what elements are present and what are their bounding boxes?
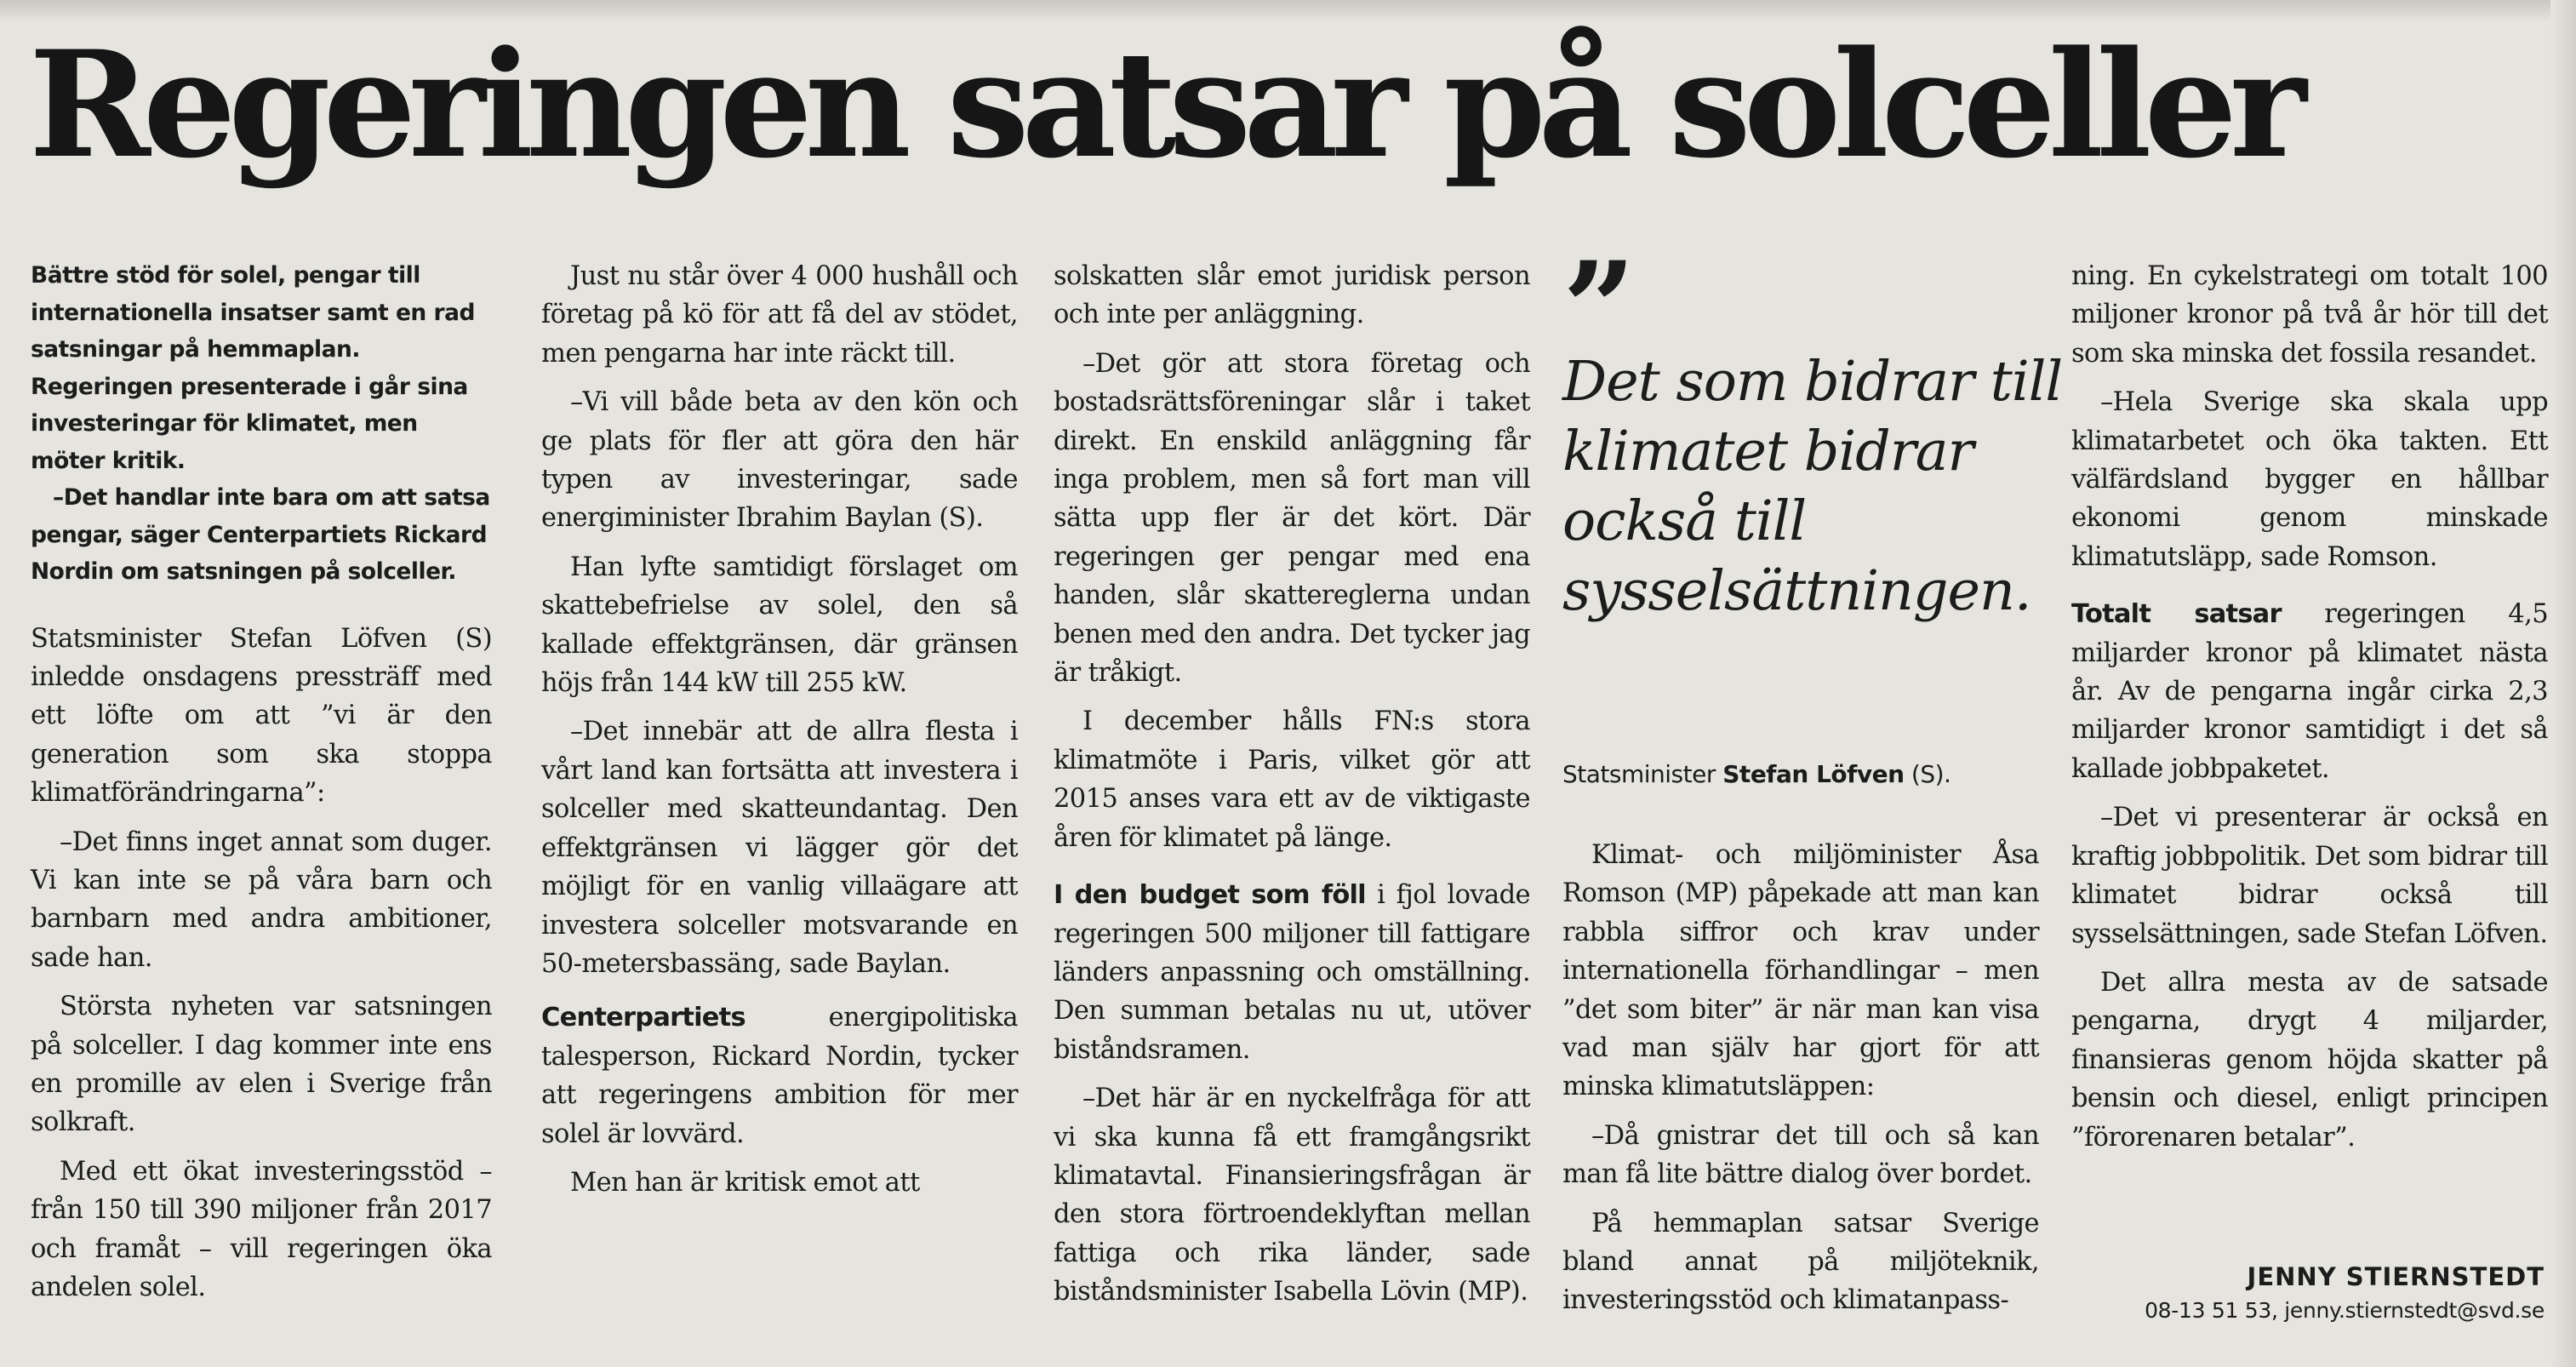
body-paragraph: –Hela Sverige ska skala upp klimatarbetet och öka takten. Ett välfärdsland bygger en hållbar ekonomi genom minskade klimatutsläpp, sade Romson. <box>2071 387 2548 572</box>
body-paragraph: –Det vi presenterar är också en kraftig jobbpolitik. Det som bidrar till klimatet bidrar också till sysselsättningen, sade Stefan Löfven. <box>2071 803 2548 949</box>
pull-quote-attribution: Statsminister Stefan Löfven (S). <box>1562 760 1951 788</box>
author-name: JENNY STIERNSTEDT <box>2247 1262 2545 1291</box>
author-contact: 08-13 51 53, jenny.stiernstedt@svd.se <box>2145 1298 2545 1323</box>
body-paragraph: ning. En cykelstrategi om totalt 100 miljoner kronor på två år hör till det som ska minska det fossila resandet. <box>2071 261 2548 369</box>
body-paragraph: I den budget som föll i fjol lovade regeringen 500 miljoner till fattigare länders anpassning och omställning. Den summan betalas nu ut, utöver biståndsramen. <box>1054 880 1530 1065</box>
next-page-edge <box>2550 0 2576 1367</box>
body-paragraph: Centerpartiets energipolitiska talesperson, Rickard Nordin, tycker att regeringens ambition för mer solel är lovvärd. <box>541 1003 1018 1149</box>
body-paragraph: Statsminister Stefan Löfven (S) inledde onsdagens pressträff med ett löfte om att ”vi är den generation som ska stoppa klimatförändringarna”: <box>31 623 492 809</box>
body-paragraph: Det allra mesta av de satsade pengarna, drygt 4 miljarder, finansieras genom höjda skatter på bensin och diesel, enligt principen ”förorenaren betalar”. <box>2071 967 2548 1153</box>
body-paragraph: –Då gnistrar det till och så kan man få lite bättre dialog över bordet. <box>1562 1120 2039 1190</box>
body-paragraph: Totalt satsar regeringen 4,5 miljarder kronor på klimatet nästa år. Av de pengarna ingår cirka 2,3 miljarder kronor samtidigt i det så kallade jobbpaketet. <box>2071 599 2549 784</box>
body-paragraph: Klimat- och miljöminister Åsa Romson (MP) påpekade att man kan rabbla siffror och krav under internationella förhandlingar – men ”det som biter” är när man kan visa vad man själv har gjort för att minska klimatutsläppen: <box>1562 840 2039 1102</box>
body-paragraph: –Det innebär att de allra flesta i vårt land kan fortsätta att investera i solceller med skatteundantag. Den effektgränsen vi lägger gör det möjligt för en vanlig villaägare att investera solceller motsvarande en 50-metersbassäng, sade Baylan. <box>541 717 1018 979</box>
column-2 <box>541 257 1018 1212</box>
quotation-mark-icon: ” <box>1562 234 1636 384</box>
pull-quote: Det som bidrar till klimatet bidrar också till sysselsättningen. <box>1562 350 2063 623</box>
lead-text: Bättre stöd för solel, pengar till internationella insatser samt en rad satsningar på hemmaplan. Regeringen presenterade i går sina investeringar för klimatet, men möter kritik. <box>31 262 475 474</box>
column-3 <box>1054 257 1530 1322</box>
body-paragraph: –Det gör att stora företag och bostadsrättsföreningar slår i taket direkt. En enskild anläggning får inga problem, men så fort man vill sätta upp fler är det kört. Där regeringen ger pengar med ena handen, slår skattereglerna undan benen med den andra. Det tycker jag är tråkigt. <box>1054 348 1530 689</box>
headline: Regeringen satsar på solceller <box>29 18 2299 191</box>
body-paragraph: Han lyfte samtidigt förslaget om skattebefrielse av solel, den så kallade effektgränsen, där gränsen höjs från 144 kW till 255 kW. <box>541 552 1018 699</box>
body-paragraph: Just nu står över 4 000 hushåll och företag på kö för att få del av stödet, men pengarna har inte räckt till. <box>541 261 1018 369</box>
body-paragraph: solskatten slår emot juridisk person och inte per anläggning. <box>1054 261 1530 330</box>
body-paragraph: Största nyheten var satsningen på solceller. I dag kommer inte ens en promille av elen i Sverige från solkraft. <box>31 992 492 1138</box>
run-in-heading: Totalt satsar <box>2071 599 2282 630</box>
body-paragraph: I december hålls FN:s stora klimatmöte i Paris, vilket gör att 2015 anses vara ett av de viktigaste åren för klimatet på länge. <box>1054 706 1530 853</box>
body-paragraph: –Det finns inget annat som duger. Vi kan inte se på våra barn och barnbarn med andra ambitioner, sade han. <box>31 826 492 973</box>
lead-quote: –Det handlar inte bara om att satsa pengar, säger Centerpartiets Rickard Nordin om satsningen på solceller. <box>31 484 490 585</box>
column-1 <box>31 257 492 1317</box>
run-in-heading: Centerpartiets <box>541 1003 745 1033</box>
body-paragraph: –Det här är en nyckelfråga för att vi ska kunna få ett framgångsrikt klimatavtal. Finansieringsfrågan är den stora förtroendeklyftan mellan fattiga och rika länder, sade biståndsminister Isabella Lövin (MP). <box>1054 1084 1530 1307</box>
column-4 <box>1562 836 2039 1330</box>
body-paragraph: Men han är kritisk emot att <box>570 1167 920 1198</box>
run-in-heading: I den budget som föll <box>1054 880 1366 911</box>
body-paragraph: Med ett ökat investeringsstöd – från 150 till 390 miljoner från 2017 och framåt – vill regeringen öka andelen solel. <box>31 1156 492 1302</box>
body-paragraph: –Vi vill både beta av den kön och ge plats för fler att göra den här typen av investeringar, sade energiminister Ibrahim Baylan (S). <box>541 387 1018 534</box>
lead-paragraph <box>31 257 492 591</box>
byline <box>2051 1260 2545 1328</box>
column-5 <box>2071 257 2548 1167</box>
body-paragraph: På hemmaplan satsar Sverige bland annat på miljöteknik, investeringsstöd och klimatanpass- <box>1562 1208 2039 1316</box>
